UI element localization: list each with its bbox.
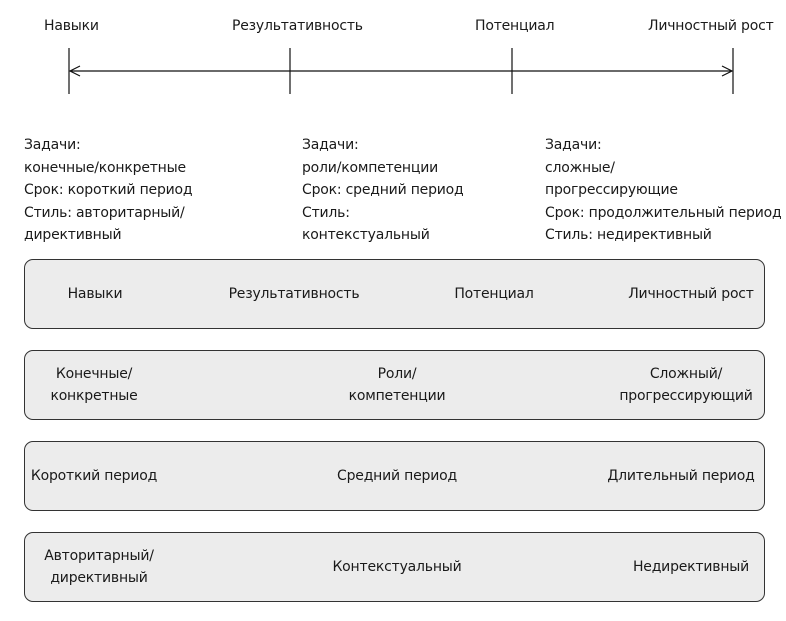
axis-label-personal-growth: Личностный рост [648,18,774,34]
column-style-line2: контекстуальный [302,227,430,243]
band-term-short: Короткий период [30,468,158,484]
column-mid-term [302,134,464,247]
band-focus-skills: Навыки [67,286,123,302]
band-term-mid: Средний период [337,468,457,484]
column-term: Срок: продолжительный период [545,204,782,221]
column-tasks-value-line1: сложные/ [545,159,615,176]
band-style-authoritarian: Авторитарный/ директивный [44,548,154,586]
axis-label-skills: Навыки [44,18,99,34]
band-focus-personal-growth: Личностный рост [628,286,754,302]
column-term: Срок: средний период [302,182,464,198]
band-term [24,441,765,511]
band-tasks-complex: Сложный/ прогрессирующий [619,366,753,404]
band-term-long: Длительный период [607,468,755,484]
column-long-term [545,134,781,247]
continuum-axis [0,0,786,100]
band-style-contextual: Контекстуальный [332,559,462,575]
column-style: Стиль: недирективный [545,227,712,243]
column-tasks-value: конечные/конкретные [24,159,186,176]
band-style-nondirective: Недирективный [632,559,750,575]
band-tasks-finite: Конечные/ конкретные [50,366,138,404]
column-tasks-title: Задачи: [24,137,81,153]
column-tasks-value-line2: прогрессирующие [545,182,678,198]
band-style [24,532,765,602]
column-short-term [24,134,192,247]
axis-label-potential: Потенциал [475,18,555,34]
column-tasks-title: Задачи: [302,137,359,153]
band-tasks [24,350,765,420]
column-style-line1: Стиль: [302,204,350,221]
band-tasks-roles: Роли/ компетенции [348,366,446,404]
column-style-line2: директивный [24,227,122,243]
axis-label-performance: Результативность [232,18,363,34]
column-tasks-value: роли/компетенции [302,159,439,176]
column-term: Срок: короткий период [24,182,193,198]
band-focus-potential: Потенциал [454,286,534,302]
column-style-line1: Стиль: авторитарный/ [24,204,185,221]
band-focus [24,259,765,329]
column-tasks-title: Задачи: [545,137,602,153]
band-focus-performance: Результативность [228,286,360,302]
